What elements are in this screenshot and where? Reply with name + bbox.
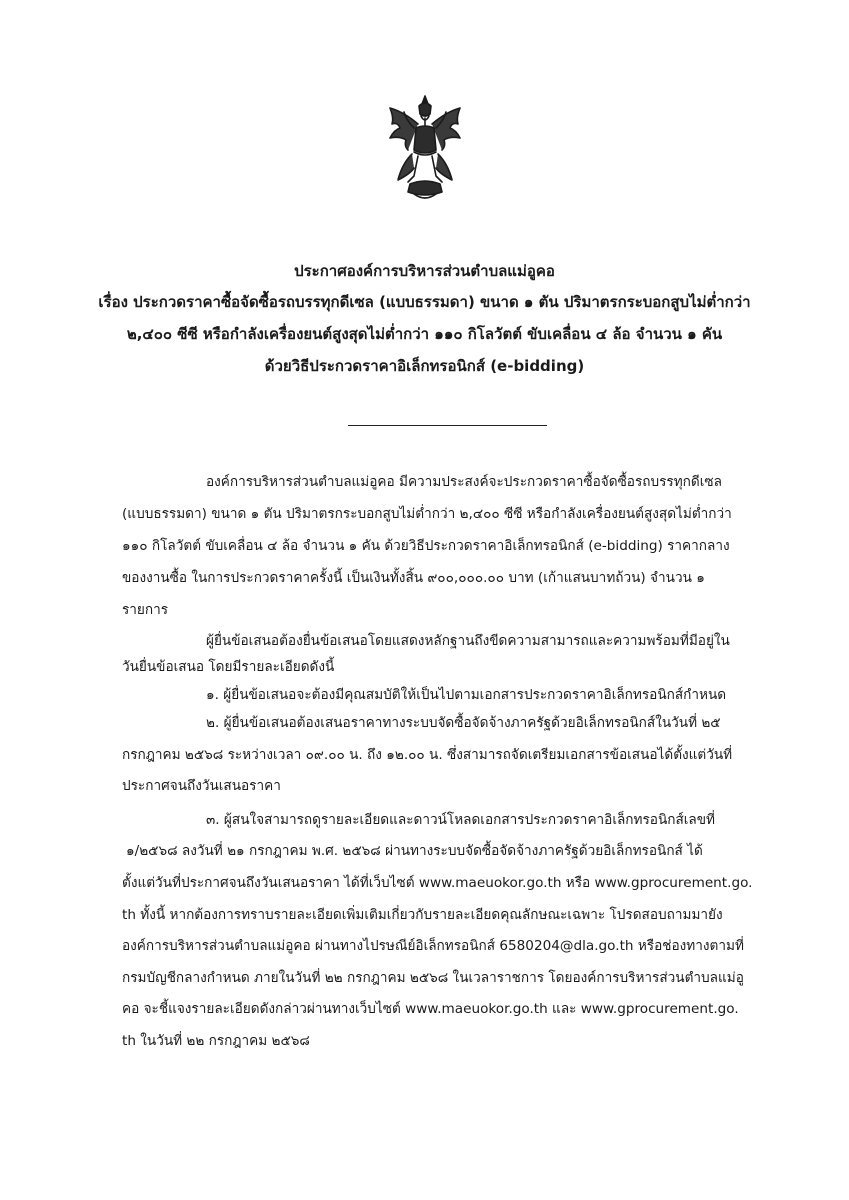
subject-line-2: ๒,๔๐๐ ซีซี หรือกำลังเครื่องยนต์สูงสุดไม่ต่ำกว่า ๑๑๐ กิโลวัตต์ ขับเคลื่อน ๔ ล้อ จำนวน ๑ คัน — [126, 325, 723, 343]
body-line: ผู้ยื่นข้อเสนอต้องยื่นข้อเสนอโดยแสดงหลักฐานถึงขีดความสามารถและความพร้อมที่มีอยู่ใน — [206, 633, 730, 649]
body-line: ๒. ผู้ยื่นข้อเสนอต้องเสนอราคาทางระบบจัดซื้อจัดจ้างภาครัฐด้วยอิเล็กทรอนิกส์ในวันที่ ๒๕ — [206, 715, 721, 731]
body-line: (แบบธรรมดา) ขนาด ๑ ตัน ปริมาตรกระบอกสูบไม่ต่ำกว่า ๒,๔๐๐ ซีซี หรือกำลังเครื่องยนต์สูงสุดไม่ต่ำกว่า — [122, 506, 732, 522]
body-line: ประกาศจนถึงวันเสนอราคา — [122, 778, 281, 794]
body-line: องค์การบริหารส่วนตำบลแม่อูคอ ผ่านทางไปรษณีย์อิเล็กทรอนิกส์ 6580204@dla.go.th หรือช่องทางตามที่ — [122, 938, 744, 954]
body-line: กรมบัญชีกลางกำหนด ภายในวันที่ ๒๒ กรกฎาคม ๒๕๖๘ ในเวลาราชการ โดยองค์การบริหารส่วนตำบลแม่อู — [122, 970, 744, 986]
announcement-title: ประกาศองค์การบริหารส่วนตำบลแม่อูคอ — [294, 262, 555, 280]
body-line: กรกฎาคม ๒๕๖๘ ระหว่างเวลา ๐๙.๐๐ น. ถึง ๑๒.๐๐ น. ซึ่งสามารถจัดเตรียมเอกสารข้อเสนอได้ตั้งแต่วันที่ — [122, 747, 733, 763]
body-line: วันยื่นข้อเสนอ โดยมีรายละเอียดดังนี้ — [122, 659, 335, 675]
garuda-emblem-icon — [384, 94, 466, 204]
body-line: ของงานซื้อ ในการประกวดราคาครั้งนี้ เป็นเงินทั้งสิ้น ๙๐๐,๐๐๐.๐๐ บาท (เก้าแสนบาทถ้วน) จำนวน ๑ — [122, 570, 705, 586]
body-line: th ในวันที่ ๒๒ กรกฎาคม ๒๕๖๘ — [122, 1033, 310, 1049]
body-line: ตั้งแต่วันที่ประกาศจนถึงวันเสนอราคา ได้ที่เว็บไซต์ www.maeuokor.go.th หรือ www.gprocurement.go. — [122, 875, 753, 891]
title-divider — [348, 425, 547, 426]
body-line: องค์การบริหารส่วนตำบลแม่อูคอ มีความประสงค์จะประกวดราคาซื้อจัดซื้อรถบรรทุกดีเซล — [206, 474, 722, 490]
body-line: ๑. ผู้ยื่นข้อเสนอจะต้องมีคุณสมบัติให้เป็นไปตามเอกสารประกวดราคาอิเล็กทรอนิกส์กำหนด — [206, 687, 727, 703]
body-line: ๑/๒๕๖๘ ลงวันที่ ๒๑ กรกฎาคม พ.ศ. ๒๕๖๘ ผ่านทางระบบจัดซื้อจัดจ้างภาครัฐด้วยอิเล็กทรอนิกส์ ได้ — [126, 843, 703, 859]
subject-line-1: เรื่อง ประกวดราคาซื้อจัดซื้อรถบรรทุกดีเซล (แบบธรรมดา) ขนาด ๑ ตัน ปริมาตรกระบอกสูบไม่ต่ำกว่า — [98, 293, 751, 311]
body-line: ๓. ผู้สนใจสามารถดูรายละเอียดและดาวน์โหลดเอกสารประกวดราคาอิเล็กทรอนิกส์เลขที่ — [206, 812, 716, 828]
body-line: คอ จะชี้แจงรายละเอียดดังกล่าวผ่านทางเว็บไซต์ www.maeuokor.go.th และ www.gprocurement.go. — [122, 1001, 739, 1017]
body-line: รายการ — [122, 602, 169, 618]
body-line: ๑๑๐ กิโลวัตต์ ขับเคลื่อน ๔ ล้อ จำนวน ๑ คัน ด้วยวิธีประกวดราคาอิเล็กทรอนิกส์ (e-bidding) ราคากลาง — [122, 538, 730, 554]
subject-line-3: ด้วยวิธีประกวดราคาอิเล็กทรอนิกส์ (e-bidding) — [264, 357, 585, 375]
body-line: th ทั้งนี้ หากต้องการทราบรายละเอียดเพิ่มเติมเกี่ยวกับรายละเอียดคุณลักษณะเฉพาะ โปรดสอบถามมายัง — [122, 907, 723, 923]
